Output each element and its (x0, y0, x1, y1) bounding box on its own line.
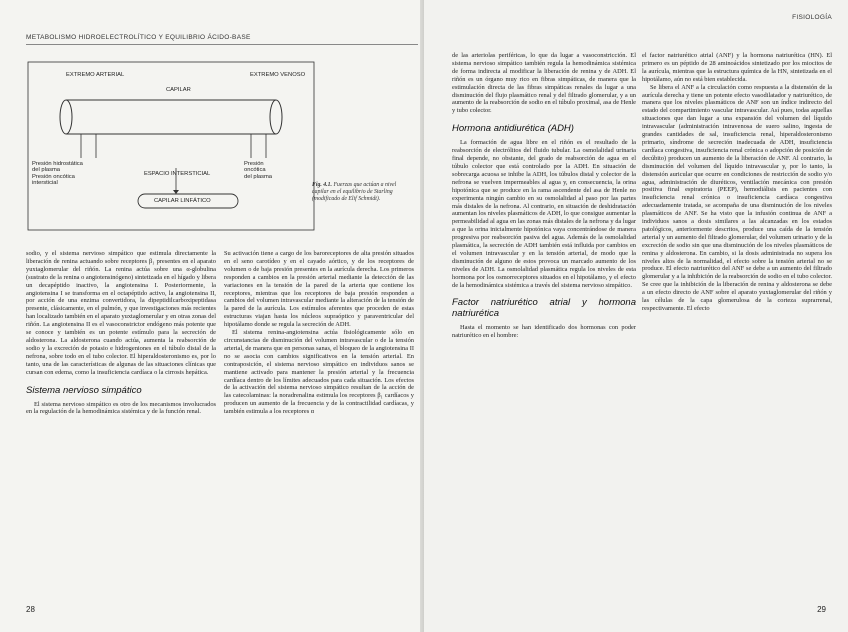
figure-caption-text: Fuerzas que actúan a nivel capilar en el equilibrio de Starling (modificado de Elif Schmidt). (312, 182, 397, 202)
page-number-right: 29 (817, 605, 826, 614)
section-heading-adh: Hormona antidiurética (ADH) (452, 123, 574, 135)
paragraph: El sistema renina-angiotensina actúa fisiológicamente sólo en circunstancias de disminución del volumen intravascular o de la tensión arterial, de manera que en personas sanas, el bloqueo de la angiotensina II no se asocia con cambios significativos en la tensión arterial. En contraposición, el sistema nervioso simpático en individuos sanos se mantiene activado para mantener la presión arterial y la frecuencia cardíaca dentro de los límites adecuados para cada situación. Los efectos de la activación del sistema nervioso simpático resultan de la acción de las catecolaminas: la noradrenalina estimula los receptores β₁ cardíacos y producen un aumento de la frecuencia y de la contractilidad cardíacas, y también estimula a los receptores α (224, 329, 414, 416)
paragraph: La formación de agua libre en el riñón es el resultado de la reabsorción de electrólitos del fluido tubular. La osmolalidad urinaria final depende, no obstante, del grado de reabsorción de agua en el túbulo colector que está controlado por la ADH. En situación de sobrecarga acuosa se inhibe la ADH, los túbulos distal y colector de la nefrona se vuelven impermeables al agua y, en consecuencia, la orina hipotónica que se produce en la rama ascendente del asa de Henle no experimenta ningún cambio en su osmolalidad al paso por las partes más distales de la nefrona. Al contrario, en situación de deshidratación aumentan los niveles plasmáticos de ADH, lo que consigue aumentar la permeabilidad al agua en las zonas más distales de la nefrona y da lugar a que la orina inicialmente hipotónica vaya concentrándose de manera progresiva por reabsorción pasiva del agua. Además de la osmolalidad plasmática, la secreción de ADH también está influida por cambios en el volumen intravascular y en la tensión arterial, de modo que la disminución de alguno de estos provoca un marcado aumento de los niveles de ADH. La osmolalidad plasmática regula los niveles de esta hormona por los osmorreceptores situados en el hipotálamo, y el efecto de la hemodinámica sistémica a través del sistema nervioso simpático. (452, 139, 636, 289)
figure-starling (26, 58, 316, 238)
capillary-right-end (270, 100, 282, 134)
paragraph: de las arteriolas periféricas, lo que da lugar a vasoconstricción. El sistema nervioso simpático también regula la hemodinámica sistémica de forma indirecta al modificar la liberación de renina y de ADH. El riñón es un órgano muy rico en fibras simpáticas, de manera que la estimulación directa de las fibras simpáticas renales da lugar a una disminución del flujo plasmático renal y del filtrado glomerular, y a un aumento de la reabsorción de sodio en el túbulo proximal, asa de Henle y tubo colector. (452, 52, 636, 115)
label-interstitial: ESPACIO INTERSTICIAL (144, 171, 211, 177)
paragraph: Su activación tiene a cargo de los baroreceptores de alta presión situados en el seno carotídeo y en el cayado aórtico, y de los receptores de volumen o de baja presión presentes en la aurícula derecha. Los primeros responden a cambios en la presión arterial mediante la detección de las variaciones en la tensión de la pared de la arteria que contiene los receptores, mientras que los receptores de baja presión responden a cambios del volumen intravascular mediante la alteración de la tensión de la pared de la aurícula. Los estímulos aferentes que proceden de estas estructuras viajan hasta los núcleos supraóptico y paraventricular del hipotálamo donde se regula la secreción de ADH. (224, 250, 414, 329)
running-head-right: FISIOLOGÍA (792, 14, 832, 21)
arrowhead-lymph (173, 190, 179, 194)
paragraph: el factor natriurético atrial (ANF) y la hormona natriurética (HN). El primero es un péptido de 28 aminoácidos sintetizado por los miocitos de la aurícula, mientras que la estructura química de la HN, sintetizada en el hipotálamo, aún no está bien establecida. (642, 52, 832, 83)
label-capillary: CAPILAR (166, 87, 191, 93)
label-lymph: CAPILAR LINFÁTICO (154, 198, 211, 204)
paragraph: sodio, y el sistema nervioso simpático que estimula directamente la liberación de renina actuando sobre receptores β₁ presentes en el aparato yuxtaglomerular del riñón. La renina actúa sobre una α-globulina (sustrato de la renina o angiotensinógeno) sintetizada en el hígado y libera un decapéptido inactivo, la angiotensina I. Posteriormente, la angiotensina I se transforma en el octapéptido activo, la angiotensina II, por acción de una enzima convertidora, la dipeptidilcarboxipeptidasa presente, clásicamente, en el pulmón, y que investigaciones más recientes han localizado también en el aparato yuxtaglomerular y en otras zonas del riñón. La angiotensina II es el vasoconstrictor endógeno más potente que se conoce y también es un potente estímulo para la secreción de aldosterona. La aldosterona cuando actúa, aumenta la reabsorción de sodio y la excreción de potasio e hidrogeniones en el túbulo distal de la nefrona, sobre todo en el tubo colector. El hiperaldosteronismo es, por lo tanto, una de las características de algunas de las situaciones clínicas que cursan con edema, como la insuficiencia cardíaca o la cirrosis hepática. (26, 250, 216, 376)
page-number-left: 28 (26, 605, 35, 614)
running-head-left: METABOLISMO HIDROELECTROLÍTICO Y EQUILIBRIO ÁCIDO-BASE (26, 34, 251, 41)
label-left-pressures: Presión hidrostática del plasma Presión oncótica intersticial (32, 161, 83, 187)
text-column-4 (642, 52, 832, 600)
label-venous: EXTREMO VENOSO (250, 72, 306, 78)
figure-caption (312, 182, 412, 202)
text-column-3 (452, 52, 636, 600)
text-column-1 (26, 250, 216, 595)
paragraph: Hasta el momento se han identificado dos hormonas con poder natriurético en el hombre: (452, 324, 636, 340)
paragraph: Se libera el ANF a la circulación como respuesta a la distensión de la aurícula derecha y tiene un potente efecto vasodilatador y natriurético, de manera que los niveles plasmáticos de ANF son un índice indirecto del estado del compartimiento vascular intravascular. Así pues, todas aquellas situaciones que dan lugar a una expansión del volumen del líquido intravascular (administración intravenosa de suero salino, ingesta de grandes cantidades de sal, insuficiencia renal, hiperaldosteronismo primario, síndrome de secreción inadecuada de ADH, insuficiencia cardíaca congestiva, insuficiencia renal crónica o adopción de posición de decúbito) producen un aumento de la liberación de ANF. Al contrario, la disminución del volumen del líquido intravascular y, por lo tanto, la distensión auricular que ocurre en condiciones de restricción de sodio y/o agua, administración de diuréticos, ventilación mecánica con presión positiva final espiratoria (PEEP), hemodiálisis en pacientes con insuficiencia renal crónica o insuficiencia cardíaca congestiva adecuadamente tratada, se acompaña de una disminución de los niveles plasmáticos de ANF. Se ha visto que la infusión continua de ANF a individuos sanos a dosis similares a las alcanzadas en los estados patológicos, anteriormente descritos, produce una caída de la tensión arterial y un aumento del filtrado glomerular, del volumen urinario y de la excreción de sodio sin que una disminución de los niveles plasmáticos de renina y aldosterona. En cambio, si la dosis administrada no supera los niveles altos de la normalidad, el efecto sobre la tensión arterial no se produce. El efecto natriurético del ANF se debe a un aumento del filtrado glomerular y a la inhibición de la reabsorción de sodio en el tubo colector. Se cree que la inhibición de la liberación de renina y aldosterona se debe a un efecto directo de ANF sobre el aparato yuxtaglomerular del riñón y las células de la capa glomerulosa de la corteza suprarrenal, respectivamente. El efecto (642, 83, 832, 312)
paragraph: El sistema nervioso simpático es otro de los mecanismos involucrados en la regulación de la hemodinámica sistémica y de la función renal. (26, 400, 216, 416)
capillary-left-end (60, 100, 72, 134)
label-arterial: EXTREMO ARTERIAL (66, 72, 125, 78)
label-right-pressures: Presión oncótica del plasma (244, 161, 273, 180)
right-page (424, 0, 848, 632)
figure-caption-number: Fig. 4.1. (312, 182, 332, 188)
figure-diagram (26, 58, 316, 238)
text-column-2 (224, 250, 414, 595)
header-rule (26, 44, 418, 45)
section-heading-anf: Factor natriurético atrial y hormona natriurética (452, 297, 636, 320)
section-heading: Sistema nervioso simpático (26, 384, 142, 396)
